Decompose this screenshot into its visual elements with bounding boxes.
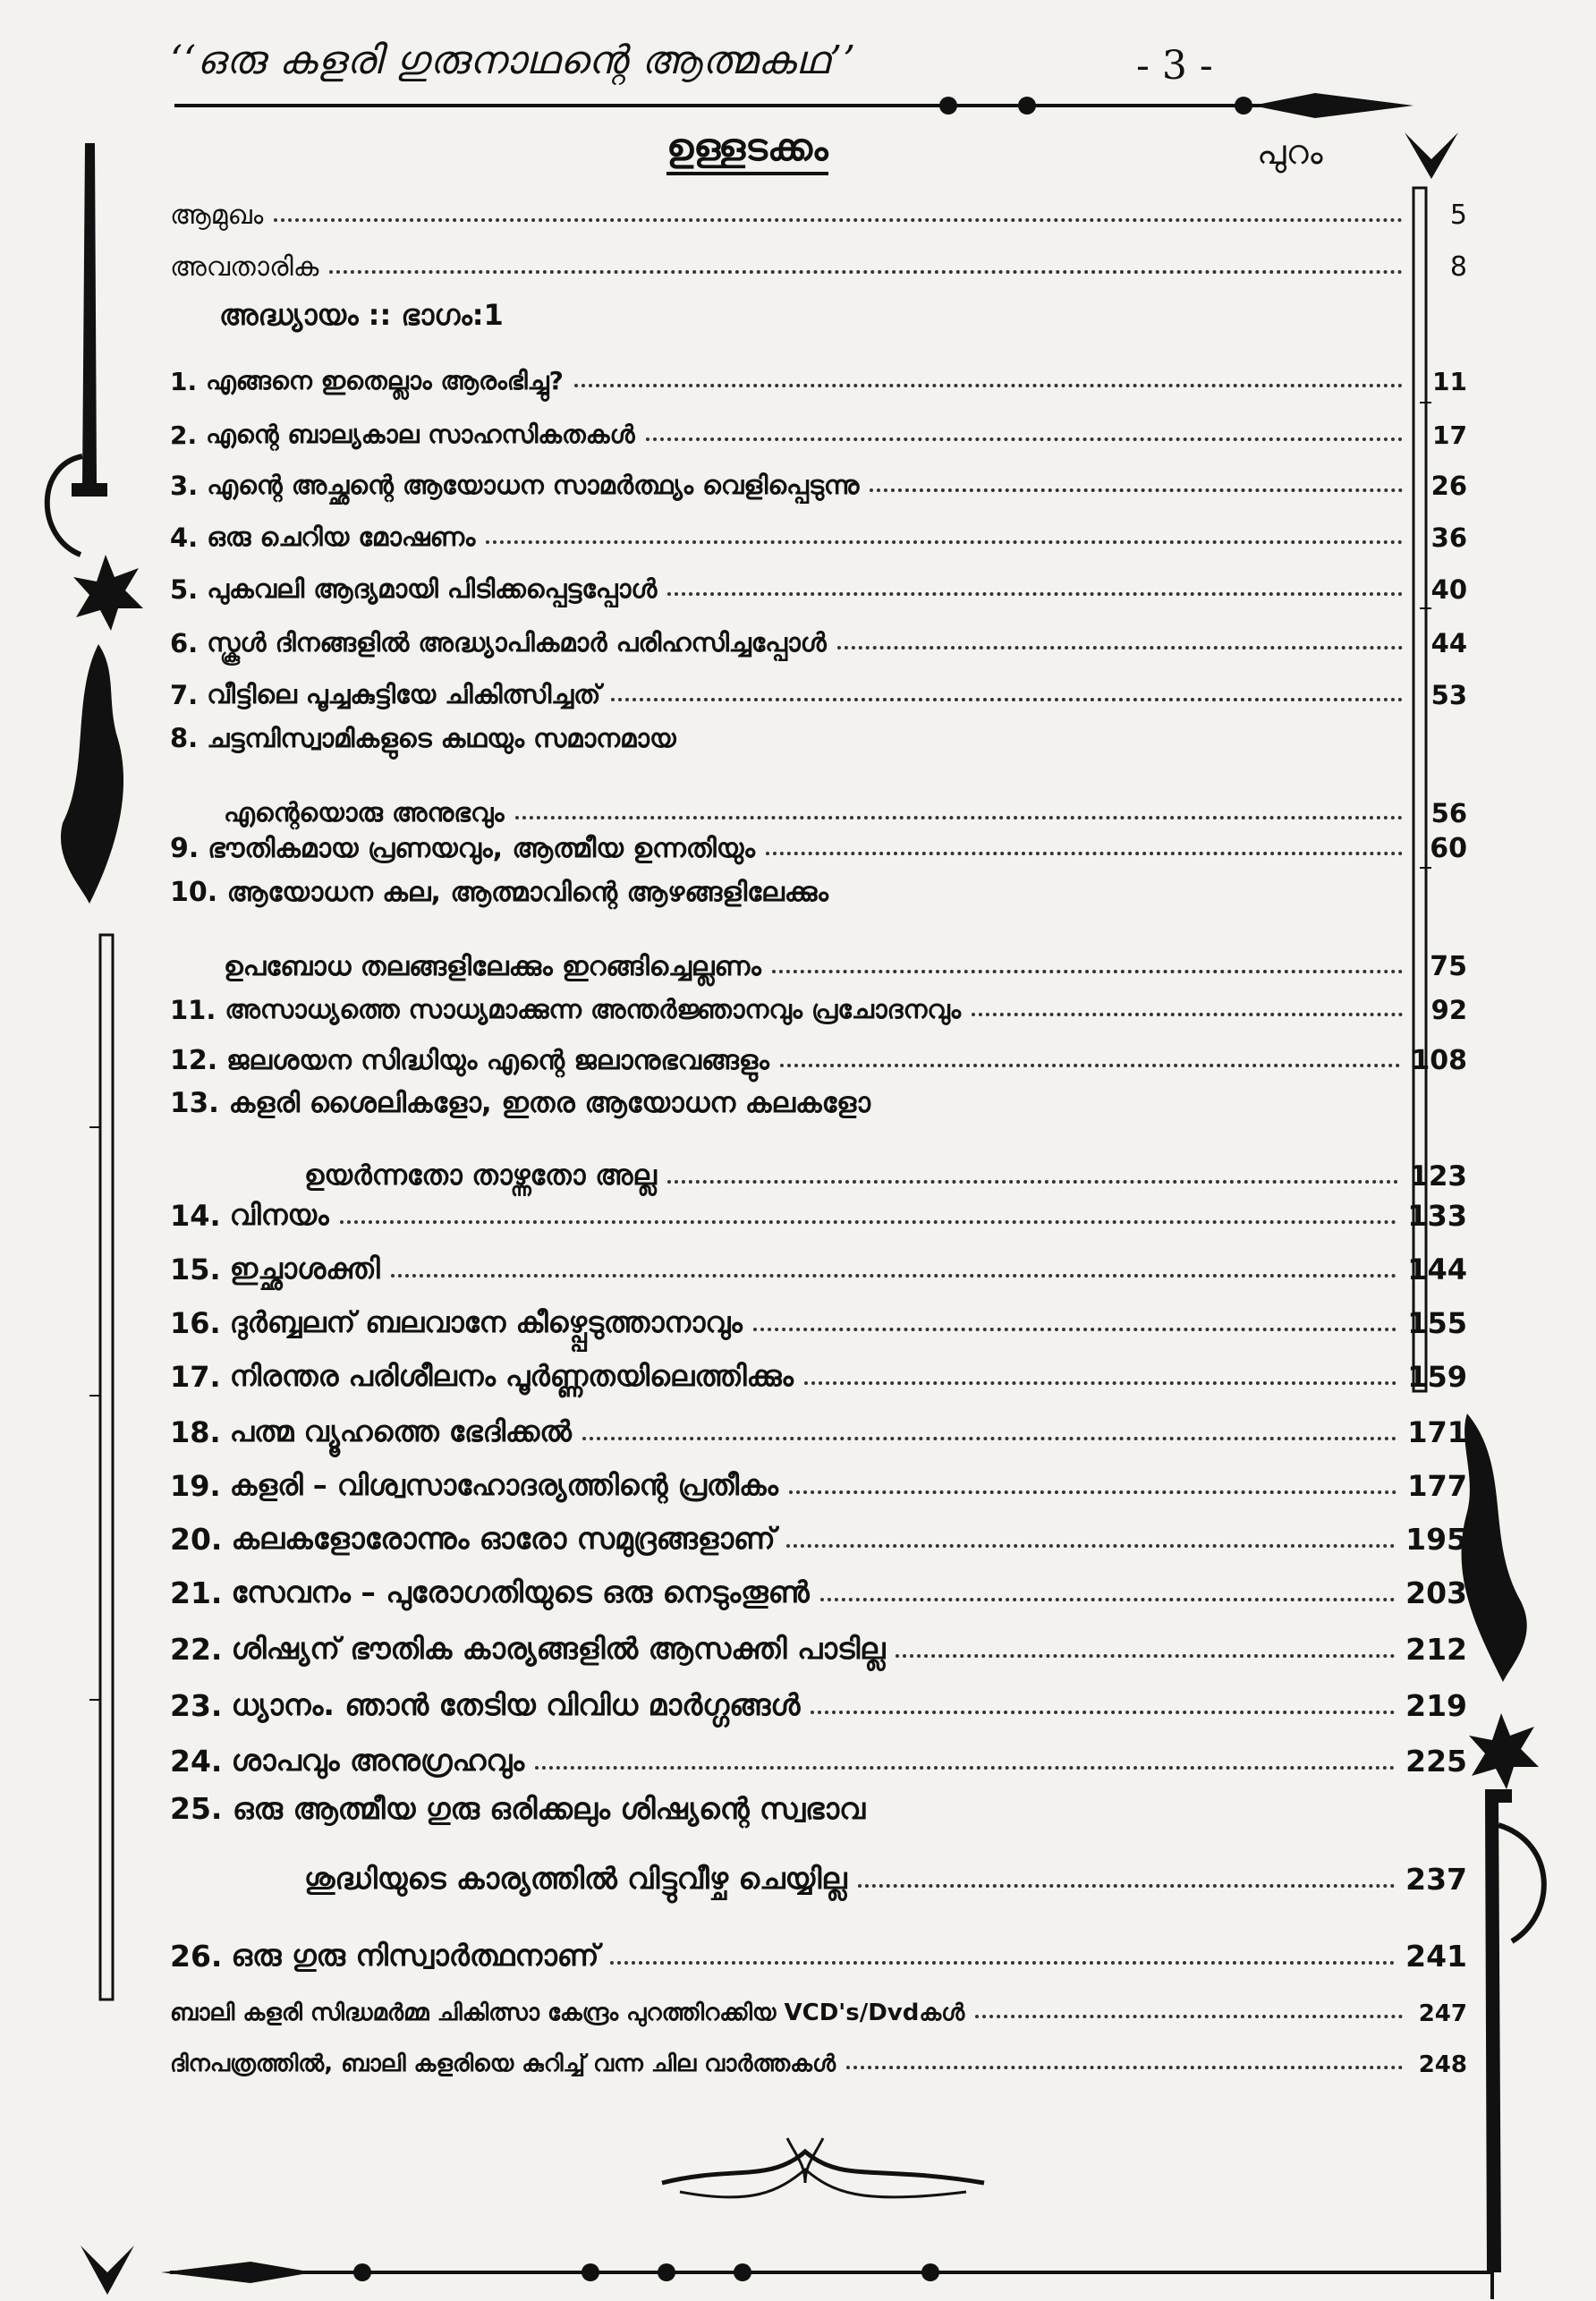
entry-page-number: 247	[1418, 2000, 1467, 2027]
back-matter-item	[170, 2035, 1467, 2078]
chapter-number: 8.	[170, 723, 208, 753]
chapter-title-line2: ശുദ്ധിയുടെ കാര്യത്തിൽ വിട്ടുവീഴ്ച ചെയ്യില്ല	[304, 1861, 847, 1896]
entry-title: ശാപവും അനുഗ്രഹവും	[231, 1743, 525, 1778]
entry-title: എങ്ങനെ ഇതെല്ലാം ആരംഭിച്ചു?	[206, 366, 564, 395]
back-matter-item	[170, 1984, 1467, 2027]
chapter-number: 2.	[170, 420, 198, 450]
entry-page-number: 17	[1432, 420, 1467, 450]
chapter-title-line2: ഉപബോധ തലങ്ങളിലേക്കും ഇറങ്ങിച്ചെല്ലണം	[224, 951, 761, 982]
dot-leader	[870, 488, 1403, 492]
chapter-number: 25.	[170, 1791, 233, 1826]
entry-page-number: 75	[1430, 951, 1467, 982]
chapter-number: 17.	[170, 1360, 221, 1394]
entry-page-number: 237	[1405, 1862, 1467, 1897]
chapter-number: 4.	[170, 522, 199, 553]
dot-leader	[611, 698, 1403, 701]
chapter-title-line1: ഒരു ആത്മീയ ഗുരു ഒരിക്കലും ശിഷ്യന്റെ സ്വഭാവ	[232, 1791, 866, 1826]
chapter-number: 22.	[170, 1632, 223, 1667]
entry-page-number: 123	[1409, 1160, 1467, 1193]
entry-title: കളരി – വിശ്വസാഹോദര്യത്തിന്റെ പ്രതീകം	[229, 1468, 778, 1502]
entry-page-number: 159	[1407, 1360, 1467, 1394]
entry-title: ശിഷ്യന് ഭൗതിക കാര്യങ്ങളിൽ ആസക്തി പാടില്ല	[231, 1631, 886, 1666]
chapter-entry	[170, 1567, 1467, 1610]
chapter-number: 11.	[170, 995, 216, 1025]
chapter-number: 14.	[170, 1199, 221, 1233]
chapter-entry	[170, 877, 1467, 982]
chapter-title-line1: ചട്ടമ്പിസ്വാമികളുടെ കഥയും സമാനമായ	[207, 723, 676, 753]
chapter-number: 16.	[170, 1306, 221, 1340]
chapter-entry	[170, 1297, 1467, 1340]
entry-title: ഇച്ഛാശക്തി	[229, 1252, 380, 1286]
chapter-entry	[170, 1791, 1467, 1897]
chapter-entry	[170, 407, 1467, 450]
chapter-number: 10.	[170, 877, 227, 908]
dot-leader	[772, 970, 1403, 973]
chapter-entry	[170, 510, 1467, 553]
chapter-number: 13.	[170, 1087, 229, 1119]
chapter-title-line2: ഉയർന്നതോ താഴ്ന്നതോ അല്ല	[304, 1159, 657, 1192]
entry-page-number: 144	[1407, 1252, 1467, 1286]
entry-title: പുകവലി ആദ്യമായി പിടിക്കപ്പെട്ടപ്പോൾ	[207, 573, 658, 604]
entry-title: ഭൗതികമായ പ്രണയവും, ആത്മീയ ഉന്നതിയും	[208, 833, 755, 864]
entry-page-number: 56	[1430, 798, 1467, 828]
entry-page-number: 53	[1430, 680, 1467, 710]
entry-page-number: 92	[1430, 995, 1467, 1025]
dot-leader	[804, 1381, 1396, 1385]
entry-title: അസാധ്യത്തെ സാധ്യമാക്കുന്ന അന്തർജ്ഞാനവും പ്രചോദനവും	[225, 994, 962, 1024]
entry-title: നിരന്തര പരിശീലനം പൂർണ്ണതയിലെത്തിക്കും	[229, 1359, 794, 1393]
front-matter-item	[170, 188, 1467, 231]
entry-page-number: 8	[1449, 251, 1467, 283]
chapter-entry	[170, 1351, 1467, 1394]
dot-leader	[846, 2066, 1403, 2069]
dot-leader	[975, 2015, 1403, 2018]
dot-leader	[329, 270, 1403, 274]
chapter-entry	[170, 1087, 1467, 1193]
chapter-number: 19.	[170, 1469, 221, 1503]
chapter-number: 18.	[170, 1415, 221, 1449]
chapter-entry	[170, 616, 1467, 658]
entry-page-number: 40	[1430, 574, 1467, 605]
page-column-heading: പുറം	[1257, 132, 1323, 172]
dot-leader	[667, 1180, 1398, 1184]
entry-page-number: 195	[1405, 1522, 1467, 1557]
entry-page-number: 11	[1432, 367, 1467, 396]
dot-leader	[515, 816, 1403, 819]
entry-page-number: 5	[1449, 200, 1467, 231]
entry-title: ജലശയന സിദ്ധിയും എന്റെ ജലാനുഭവങ്ങളും	[226, 1045, 769, 1076]
chapter-entry	[170, 667, 1467, 710]
chapter-entry	[170, 1931, 1467, 1974]
entry-page-number: 241	[1405, 1939, 1467, 1974]
entry-title: സ്കൂൾ ദിനങ്ങളിൽ അദ്ധ്യാപികമാർ പരിഹസിച്ചപ്പോൾ	[207, 627, 827, 658]
entry-page-number: 108	[1411, 1045, 1467, 1076]
chapter-entry	[170, 1190, 1467, 1233]
chapter-number: 24.	[170, 1744, 223, 1779]
dot-leader	[896, 1654, 1395, 1658]
chapter-entry	[170, 723, 1467, 828]
dot-leader	[811, 1711, 1395, 1714]
entry-title: വീട്ടിലെ പൂച്ചകുട്ടിയേ ചികിത്സിച്ചത്	[207, 679, 601, 709]
entry-page-number: 44	[1430, 628, 1467, 658]
chapter-entry	[170, 353, 1467, 396]
entry-page-number: 212	[1405, 1632, 1467, 1667]
entry-page-number: 248	[1418, 2051, 1467, 2078]
page-number: - 3 -	[1136, 43, 1213, 89]
entry-page-number: 219	[1405, 1688, 1467, 1723]
dot-leader	[780, 1064, 1401, 1067]
entry-title: ബാലി കളരി സിദ്ധമർമ്മ ചികിത്സാ കേന്ദ്രം പുറത്തിറക്കിയ VCD's/Dvdകൾ	[170, 2000, 965, 2026]
dot-leader	[972, 1013, 1403, 1016]
chapter-entry	[170, 1033, 1467, 1076]
entry-title: സേവനം – പുരോഗതിയുടെ ഒരു നെടുംതൂൺ	[231, 1575, 810, 1609]
toc-heading: ഉള്ളടക്കം	[666, 125, 828, 175]
chapter-number: 26.	[170, 1939, 223, 1974]
chapter-entry	[170, 1736, 1467, 1779]
entry-page-number: 133	[1407, 1199, 1467, 1233]
dot-leader	[753, 1328, 1396, 1331]
entry-title: അവതാരിക	[170, 251, 319, 283]
dot-leader	[582, 1437, 1396, 1440]
chapter-number: 6.	[170, 628, 199, 658]
chapter-entry	[170, 1406, 1467, 1449]
dot-leader	[274, 218, 1403, 222]
chapter-entry	[170, 1460, 1467, 1503]
chapter-entry	[170, 458, 1467, 501]
dot-leader	[786, 1544, 1395, 1548]
dot-leader	[820, 1598, 1395, 1601]
part-heading: അദ്ധ്യായം :: ഭാഗം:1	[219, 298, 504, 332]
entry-title: കലകളോരോന്നും ഓരോ സമുദ്രങ്ങളാണ്	[231, 1521, 776, 1556]
entry-title: പത്മ വ്യൂഹത്തെ ഭേദിക്കൽ	[229, 1414, 572, 1448]
chapter-number: 3.	[170, 471, 199, 501]
entry-page-number: 225	[1405, 1744, 1467, 1779]
dot-leader	[837, 646, 1403, 650]
chapter-number: 23.	[170, 1688, 223, 1723]
chapter-entry	[170, 1680, 1467, 1723]
dot-leader	[391, 1274, 1396, 1278]
entry-page-number: 203	[1405, 1575, 1467, 1610]
entry-title: എന്റെ ബാല്യകാല സാഹസികതകൾ	[206, 420, 635, 449]
entry-title: ദിനപത്രത്തിൽ, ബാലി കളരിയെ കുറിച്ച് വന്ന ചില വാർത്തകൾ	[170, 2051, 836, 2077]
chapter-entry	[170, 1514, 1467, 1557]
chapter-entry	[170, 1624, 1467, 1667]
dot-leader	[858, 1884, 1396, 1888]
front-matter-item	[170, 240, 1467, 283]
chapter-title-line2: എന്റെയൊരു അനുഭവും	[224, 797, 505, 828]
dot-leader	[610, 1961, 1396, 1965]
chapter-number: 5.	[170, 574, 199, 605]
chapter-entry	[170, 1244, 1467, 1286]
dot-leader	[789, 1490, 1396, 1494]
entry-page-number: 36	[1430, 522, 1467, 553]
chapter-title-line1: കളരി ശൈലികളോ, ഇതര ആയോധന കലകളോ	[228, 1087, 870, 1119]
entry-page-number: 26	[1430, 471, 1467, 501]
entry-title: ഒരു ഗുരു നിസ്വാർത്ഥനാണ്	[231, 1938, 599, 1973]
chapter-entry	[170, 562, 1467, 605]
entry-page-number: 177	[1407, 1469, 1467, 1503]
chapter-title-line1: ആയോധന കല, ആത്മാവിന്റെ ആഴങ്ങളിലേക്കും	[226, 877, 828, 908]
book-title: ‘‘ഒരു കളരി ഗുരുനാഥന്റെ ആത്മകഥ’’	[170, 38, 857, 83]
entry-title: വിനയം	[229, 1198, 329, 1232]
dot-leader	[340, 1220, 1397, 1224]
chapter-number: 20.	[170, 1522, 223, 1557]
chapter-entry	[170, 821, 1467, 864]
chapter-number: 7.	[170, 680, 199, 710]
entry-title: എന്റെ അച്ഛന്റെ ആയോധന സാമർത്ഥ്യം വെളിപ്പെടുന്നു	[207, 470, 860, 500]
dot-leader	[646, 437, 1403, 441]
chapter-number: 9.	[170, 833, 200, 864]
entry-title: ആമുഖം	[170, 200, 264, 231]
chapter-number: 1.	[170, 367, 198, 396]
dot-leader	[486, 540, 1403, 544]
entry-page-number: 60	[1430, 833, 1467, 864]
dot-leader	[535, 1766, 1395, 1770]
entry-page-number: 155	[1407, 1306, 1467, 1340]
dot-leader	[766, 852, 1403, 855]
chapter-number: 12.	[170, 1045, 218, 1076]
chapter-entry	[170, 982, 1467, 1025]
entry-title: ഒരു ചെറിയ മോഷണം	[207, 522, 476, 552]
chapter-number: 21.	[170, 1575, 223, 1610]
entry-title: ധ്യാനം. ഞാൻ തേടിയ വിവിധ മാർഗ്ഗങ്ങൾ	[231, 1687, 801, 1722]
entry-page-number: 171	[1407, 1415, 1467, 1449]
dot-leader	[574, 384, 1403, 387]
chapter-number: 15.	[170, 1252, 221, 1286]
dot-leader	[667, 592, 1403, 596]
entry-title: ദുർബ്ബലന് ബലവാനേ കീഴ്പ്പെടുത്താനാവും	[229, 1305, 743, 1339]
